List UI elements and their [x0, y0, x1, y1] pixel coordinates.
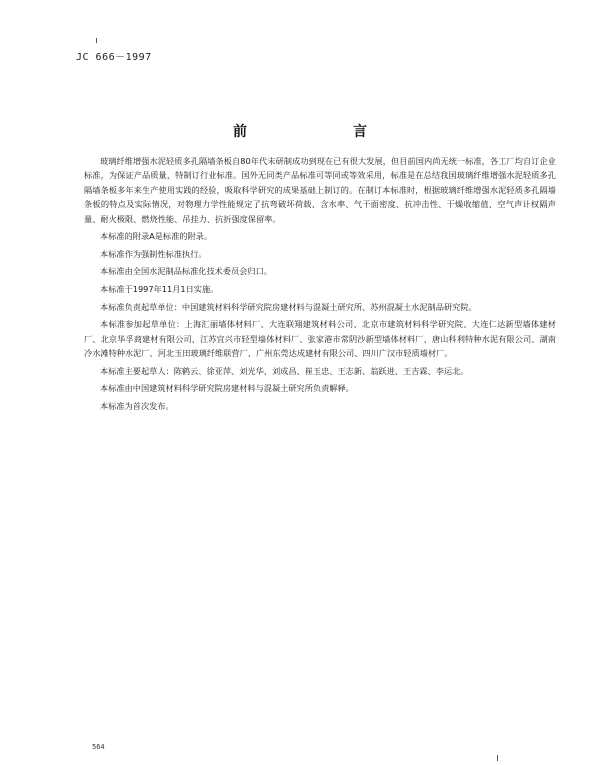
paragraph-interpretation: 本标准由中国建筑材料科学研究院房建材料与混凝土研究所负责解释。 — [100, 383, 354, 394]
standard-code: JC 666－1997 — [76, 52, 152, 63]
paragraph-effective-date: 本标准于1997年11月1日实施。 — [100, 284, 219, 294]
page-title: 前 言 — [233, 124, 413, 140]
page-number: 564 — [92, 743, 105, 751]
paragraph-mandatory: 本标准作为强制性标准执行。 — [100, 248, 207, 259]
scan-speck — [96, 38, 97, 43]
paragraph-drafting-org: 本标准负责起草单位：中国建筑材料科学研究院房建材料与混凝土研究所、苏州混凝土水泥制品研究院。 — [100, 301, 477, 312]
scan-speck — [497, 755, 498, 761]
foreword-body — [84, 154, 556, 416]
paragraph-participating-orgs: 本标准参加起草单位：上海汇丽墙体材料厂、大连联翔建筑材料公司、北京市建筑材料科学研究院、大连仁达新型墙体建材厂、北京华孚商建材有限公司、江苏宜兴市轻型墙体材料厂、张家港市常阴沙新型墙体材料厂、唐山科利特种水泥有限公司、湖南冷水滩特种水泥厂、河北玉田玻璃纤维联营厂、广州东莞达成建材有限公司、四川广汉市轻质墙材厂。 — [84, 319, 556, 358]
paragraph-committee: 本标准由全国水泥制品标准化技术委员会归口。 — [100, 266, 272, 277]
paragraph-drafters: 本标准主要起草人：陈鹤云、徐亚萍、刘光华、刘成昌、崔玉忠、王志新、翁跃进、王吉霖、李运北。 — [100, 365, 469, 376]
paragraph-appendix: 本标准的附录A是标准的附录。 — [100, 231, 213, 242]
paragraph-background: 玻璃纤维增强水泥轻质多孔隔墙条板自80年代末研制成功到现在已有很大发展，但目前国内尚无统一标准，各工厂均自订企业标准，为保证产品质量，特制订行业标准。国外无同类产品标准可等同或等效采用，标准是在总结我国玻璃纤维增强水泥轻质多孔隔墙条板多年来生产使用实践的经验，吸取科学研究的成果基础上制订的。在制订本标准时，根据玻璃纤维增强水泥轻质多孔隔墙条板的特点及实际情况，对物理力学性能规定了抗弯破坏荷载、含水率、气干面密度、抗冲击性、干燥收缩值、空气声计权隔声量、耐火极限、燃烧性能、吊挂力、抗折强度保留率。 — [84, 156, 556, 224]
paragraph-first-release: 本标准为首次发布。 — [100, 400, 174, 411]
